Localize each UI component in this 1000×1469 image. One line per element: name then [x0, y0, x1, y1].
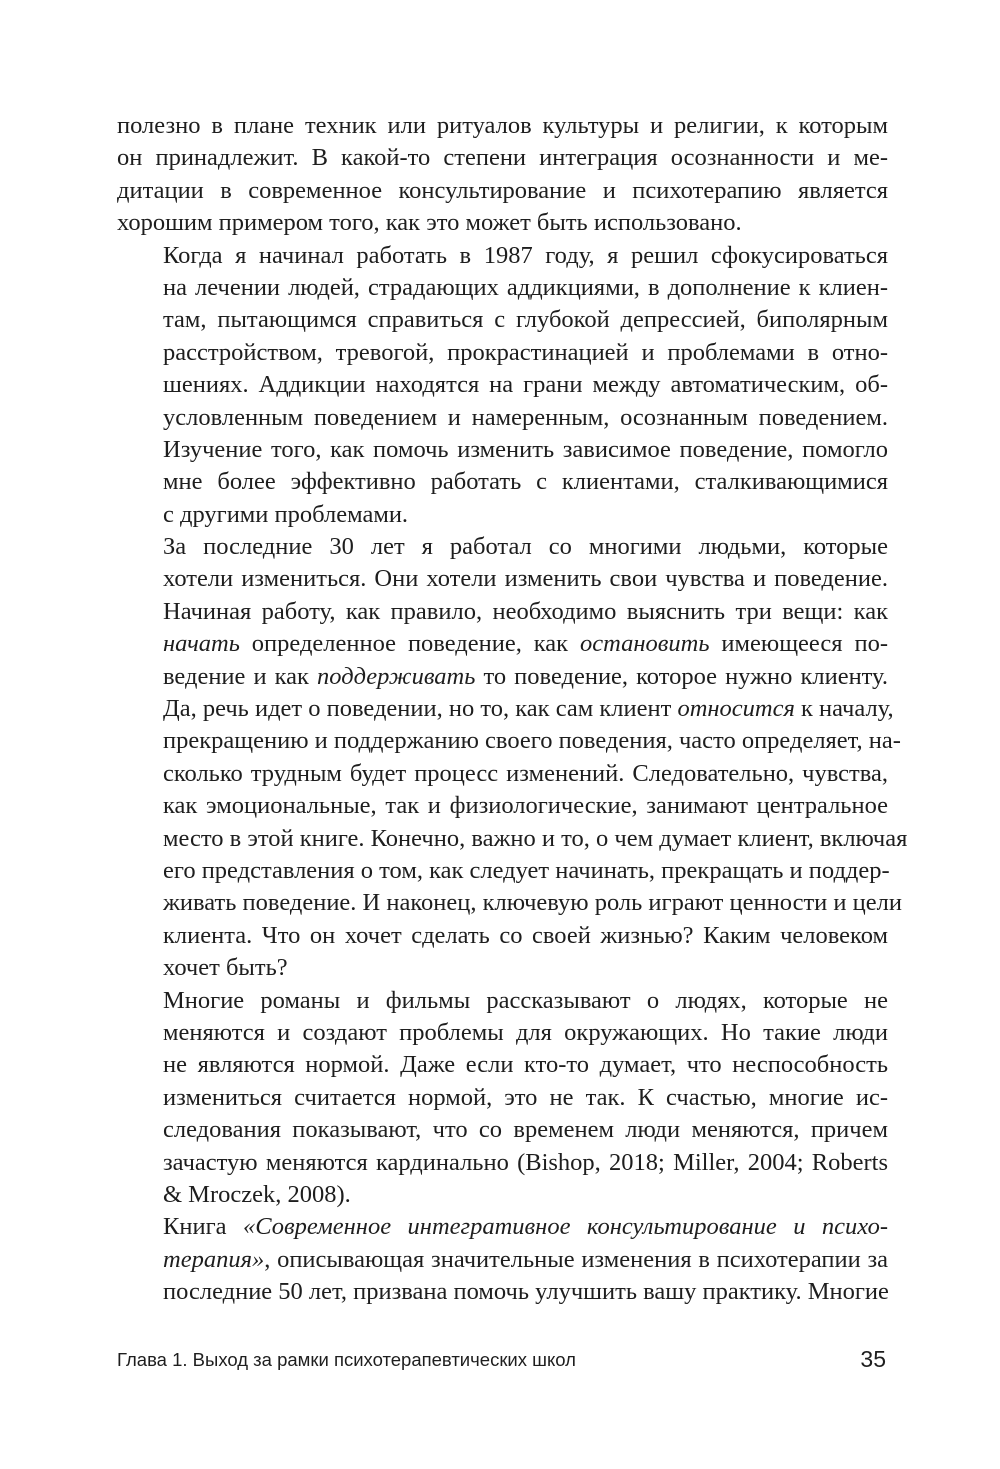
italic-emphasis: терапия»: [163, 1245, 265, 1273]
text-line: [117, 531, 888, 563]
text-line: [117, 369, 888, 401]
paragraph: [117, 240, 888, 532]
text-segment: полезно в плане техник или ритуалов культуры и религии, к которым: [117, 112, 888, 139]
text-line: [117, 985, 888, 1017]
text-line: [117, 1211, 888, 1243]
text-line: [117, 110, 888, 142]
text-line: [117, 758, 888, 790]
text-segment: следования показывают, что со временем люди меняются, причем: [163, 1116, 888, 1144]
paragraph: [117, 985, 888, 1212]
text-line: [117, 952, 888, 984]
italic-emphasis: начать: [163, 630, 240, 658]
paragraph: [117, 1211, 888, 1308]
text-line: [117, 661, 888, 693]
text-segment: Да, речь идет о поведении, но то, как сам клиент: [163, 695, 678, 723]
text-line: [117, 1276, 888, 1308]
text-segment: его представления о том, как следует начинать, прекращать и поддер-: [163, 856, 890, 884]
text-line: [117, 855, 888, 887]
text-segment: то поведение, которое нужно клиенту.: [475, 662, 888, 690]
text-segment: он принадлежит. В какой-то степени интеграция осознанности и ме-: [117, 144, 888, 172]
text-line: [117, 628, 888, 660]
text-segment: меняются и создают проблемы для окружающих. Но такие люди: [163, 1018, 888, 1046]
text-segment: место в этой книге. Конечно, важно и то, о чем думает клиент, включая: [163, 824, 908, 852]
text-segment: хотели измениться. Они хотели изменить свои чувства и поведение.: [163, 565, 888, 593]
text-line: [117, 823, 908, 855]
text-line: [117, 142, 888, 174]
text-segment: имеющееся по-: [709, 630, 888, 658]
text-segment: расстройством, тревогой, прокрастинацией и проблемами в отно-: [163, 338, 888, 366]
text-line: [117, 1049, 888, 1081]
text-segment: Когда я начинал работать в 1987 году, я решил сфокусироваться: [163, 241, 888, 269]
text-segment: измениться считается нормой, это не так. К счастью, многие ис-: [163, 1083, 888, 1111]
running-footer-chapter: Глава 1. Выход за рамки психотерапевтических школ: [117, 1349, 576, 1370]
text-line: [117, 466, 888, 498]
text-line: [117, 175, 888, 207]
text-segment: на лечении людей, страдающих аддикциями, в дополнение к клиен-: [163, 273, 888, 301]
text-segment: Начиная работу, как правило, необходимо выяснить три вещи: как: [163, 597, 888, 625]
text-line: [117, 1179, 888, 1211]
italic-emphasis: относится: [677, 695, 795, 723]
text-line: [117, 725, 901, 757]
italic-emphasis: поддерживать: [317, 662, 476, 690]
text-line: [117, 1147, 888, 1179]
text-segment: сколько трудным будет процесс изменений. Следовательно, чувства,: [163, 759, 888, 787]
text-segment: прекращению и поддержанию своего поведения, часто определяет, на-: [163, 727, 901, 755]
page-footer: [117, 1347, 888, 1377]
text-line: [117, 790, 888, 822]
italic-emphasis: «Современное интегративное консультирование и психо-: [242, 1213, 888, 1241]
text-line: [117, 272, 888, 304]
text-segment: За последние 30 лет я работал со многими людьми, которые: [163, 533, 888, 561]
text-line: [117, 402, 888, 434]
text-line: [117, 434, 888, 466]
text-segment: & Mroczek, 2008).: [163, 1180, 351, 1208]
text-line: [117, 920, 888, 952]
text-line: [117, 304, 888, 336]
text-segment: определенное поведение, как: [239, 630, 580, 658]
text-line: [117, 337, 888, 369]
text-segment: хорошим примером того, как это может быть использовано.: [117, 209, 742, 237]
text-line: [117, 1114, 888, 1146]
text-segment: живать поведение. И наконец, ключевую роль играют ценности и цели: [163, 889, 902, 917]
text-segment: последние 50 лет, призвана помочь улучшить вашу практику. Многие: [163, 1278, 889, 1306]
text-segment: там, пытающимся справиться с глубокой депрессией, биполярным: [163, 306, 888, 334]
text-line: [117, 693, 894, 725]
text-segment: к началу,: [794, 695, 894, 723]
text-line: [117, 1244, 888, 1276]
text-line: [117, 207, 888, 239]
text-segment: с другими проблемами.: [163, 500, 409, 528]
text-segment: клиента. Что он хочет сделать со своей жизнью? Каким человеком: [163, 921, 888, 949]
text-line: [117, 563, 888, 595]
text-segment: хочет быть?: [163, 954, 288, 982]
text-line: [117, 1017, 888, 1049]
text-segment: Книга: [163, 1213, 243, 1241]
paragraph: [117, 531, 908, 984]
text-line: [117, 240, 888, 272]
text-segment: шениях. Аддикции находятся на грани между автоматическим, об-: [163, 371, 888, 399]
text-line: [117, 1082, 888, 1114]
paragraph: [117, 110, 888, 240]
text-segment: как эмоциональные, так и физиологические, занимают центральное: [163, 792, 888, 820]
text-segment: Многие романы и фильмы рассказывают о людях, которые не: [163, 986, 888, 1014]
page-number: 35: [860, 1346, 886, 1372]
text-line: [117, 499, 888, 531]
text-segment: условленным поведением и намеренным, осознанным поведением.: [163, 403, 888, 431]
italic-emphasis: остановить: [579, 630, 710, 658]
text-segment: Изучение того, как помочь изменить зависимое поведение, помогло: [163, 435, 888, 463]
text-line: [117, 887, 902, 919]
text-line: [117, 596, 888, 628]
text-segment: ведение и как: [163, 662, 318, 690]
text-segment: , описывающая значительные изменения в психотерапии за: [264, 1245, 888, 1273]
text-segment: не являются нормой. Даже если кто-то думает, что неспособность: [163, 1051, 888, 1079]
body-text: [117, 110, 908, 1308]
text-segment: дитации в современное консультирование и психотерапию является: [117, 176, 888, 204]
text-segment: мне более эффективно работать с клиентами, сталкивающимися: [163, 468, 888, 496]
text-segment: зачастую меняются кардинально (Bishop, 2018; Miller, 2004; Roberts: [163, 1148, 888, 1176]
